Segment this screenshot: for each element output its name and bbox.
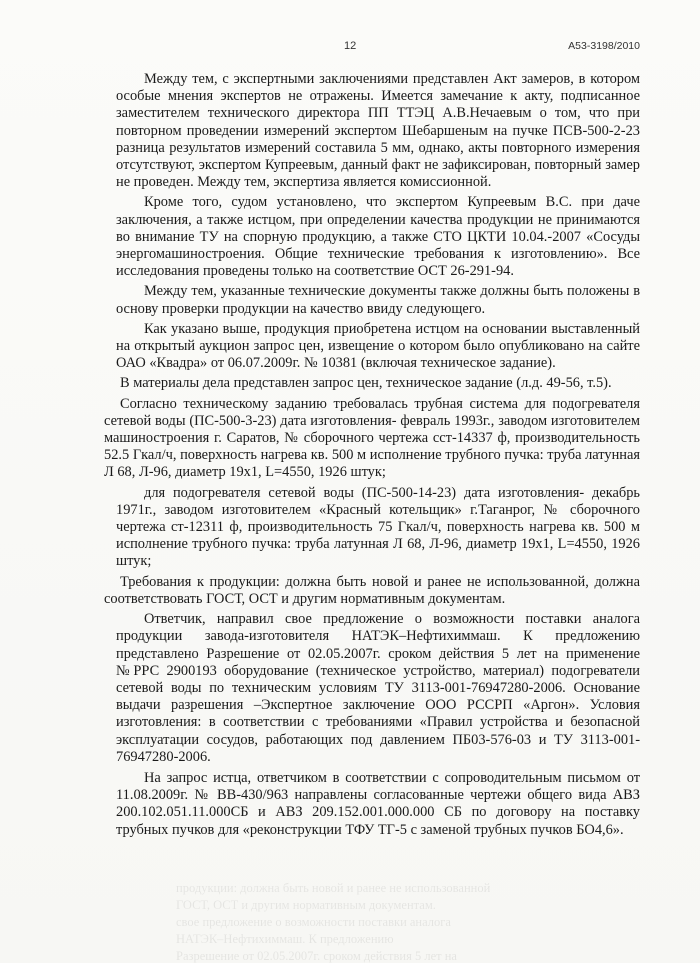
bleed-through-line: НАТЭК–Нефтихиммаш. К предложению bbox=[176, 932, 394, 946]
bleed-through-line: Разрешение от 02.05.2007г. сроком действия 5 лет на bbox=[176, 949, 457, 963]
bleed-through-line: продукции: должна быть новой и ранее не использованной bbox=[176, 881, 491, 895]
paragraph-product-requirements: Требования к продукции: должна быть новой и ранее не использованной, должна соответствовать ГОСТ, ОСТ и другим нормативным документам. bbox=[104, 573, 640, 607]
bleed-through-line: свое предложение о возможности поставки аналога bbox=[176, 915, 451, 929]
paragraph-technical-task-2: для подогревателя сетевой воды (ПС-500-14-23) дата изготовления- декабрь 1971г., заводом изготовителем «Красный котельщик» г.Таганрог, № сборочного чертежа ст-12311 ф, производительность 75 Гкал/ч, поверхность нагрева кв. 500 м исполнение трубного пучка: труба латунная Л 68, Л-96, диаметр 19х1, L=4550, 1926 штук; bbox=[116, 484, 640, 570]
bleed-through-line: ГОСТ, ОСТ и другим нормативным документам. bbox=[176, 898, 436, 912]
paragraph-price-request: В материалы дела представлен запрос цен, техническое задание (л.д. 49-56, т.5). bbox=[120, 375, 612, 392]
case-number: А53-3198/2010 bbox=[568, 40, 640, 52]
document-body bbox=[104, 71, 640, 842]
paragraph-auction: Как указано выше, продукция приобретена истцом на основании выставленный на открытый аукцион запрос цен, извещение о котором было опубликовано на сайте ОАО «Квадра» от 06.07.2009г. № 10381 (включая техническое задание). bbox=[116, 320, 640, 372]
paragraph-technical-documents: Между тем, указанные технические документы также должны быть положены в основу проверки продукции на качество ввиду следующего. bbox=[116, 283, 640, 317]
paragraph-measurement-act: Между тем, с экспертными заключениями представлен Акт замеров, в котором особые мнения экспертов не отражены. Имеется замечание к акту, подписанное заместителем технического директора ПП ТТЭЦ А.В.Нечаевым о том, что при повторном проведении измерений экспертом Шебаршеным на пучке ПСВ-500-2-23 разница результатов измерений составила 5 мм, однако, акты повторного измерения отсутствуют, экспертом Купреевым, данный факт не зафиксирован, повторный замер не проведен. Между тем, экспертиза является комиссионной. bbox=[116, 71, 640, 191]
bleed-through-text bbox=[176, 880, 656, 965]
paragraph-defendant-offer: Ответчик, направил свое предложение о возможности поставки аналога продукции завода-изготовителя НАТЭК–Нефтихиммаш. К предложению представлено Разрешение от 02.05.2007г. сроком действия 5 лет на применение №РРС 2900193 оборудование (техническое устройство, материал) подогреватели сетевой воды по техническим условиям ТУ 3113-001-76947280-2006. Основание выдачи разрешения –Экспертное заключение ООО РССРП «Аргон». Условия изготовления: в соответствии с требованиями «Правил устройства и безопасной эксплуатации сосудов, работающих под давлением ПБ03-576-03 и ТУ 3113-001-76947280-2006. bbox=[116, 611, 640, 765]
page-number: 12 bbox=[344, 40, 357, 52]
paragraph-technical-task-1: Согласно техническому заданию требовалась трубная система для подогревателя сетевой воды (ПС-500-3-23) дата изготовления- февраль 1993г., заводом изготовителем машиностроения г. Саратов, № сборочного чертежа сст-14337 ф, производительность 52.5 Гкал/ч, поверхность нагрева кв. 500 м исполнение трубного пучка: труба латунная Л 68, Л-96, диаметр 19х1, L=4550, 1926 штук; bbox=[104, 395, 640, 481]
paragraph-expert-kupreev: Кроме того, судом установлено, что экспертом Купреевым В.С. при даче заключения, а также истцом, при определении качества продукции не принимаются во внимание ТУ на спорную продукцию, а также СТО ЦКТИ 10.04.-2007 «Сосуды энергомашиностроения. Общие технические требования к изготовлению». Все исследования проведены только на соответствие ОСТ 26-291-94. bbox=[116, 194, 640, 280]
paragraph-drawings-sent: На запрос истца, ответчиком в соответствии с сопроводительным письмом от 11.08.2009г. № ВВ-430/963 направлены согласованные чертежи общего вида АВЗ 200.102.051.11.000СБ и АВЗ 209.152.001.000.000 СБ по договору на поставку трубных пучков для «реконструкции ТФУ ТГ-5 с заменой трубных пучков БО4,6». bbox=[116, 769, 640, 838]
